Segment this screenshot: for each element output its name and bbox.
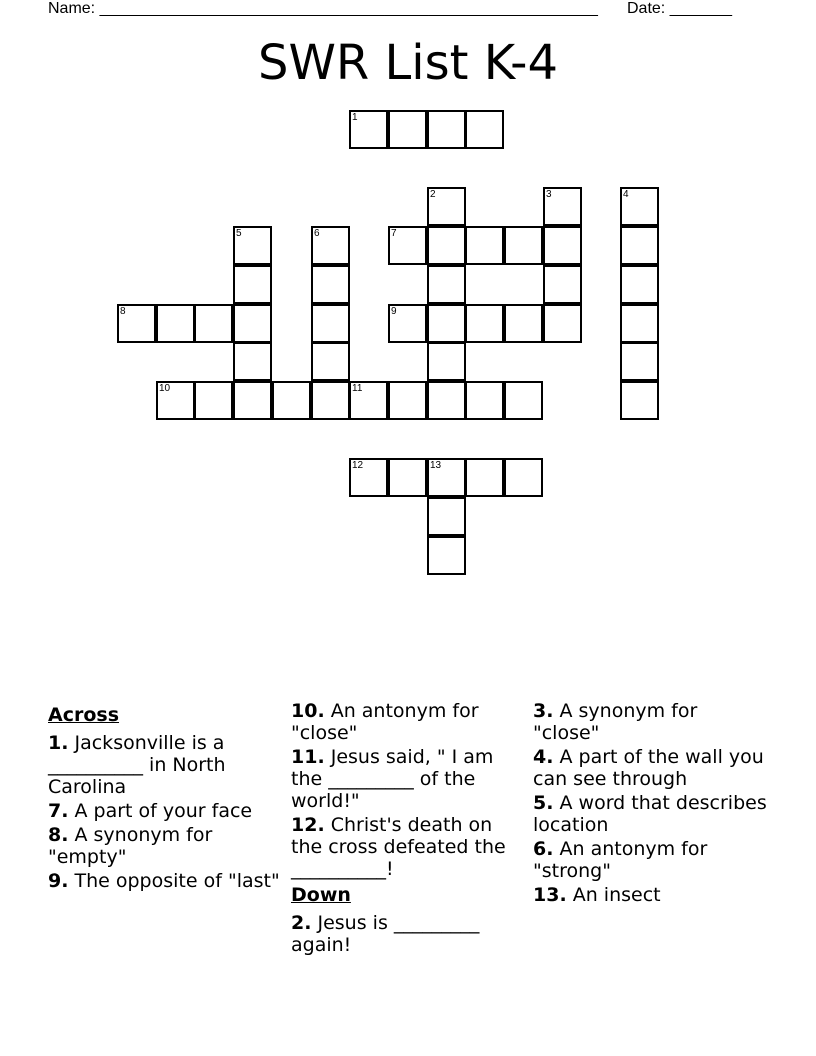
clue-column-3 (533, 700, 769, 908)
crossword-cell[interactable] (465, 110, 504, 149)
clue-number: 10 (159, 383, 171, 394)
clue-number-label: 11. (291, 746, 325, 768)
clue-text: Jesus is _________ again! (291, 912, 480, 956)
clue-number: 6 (314, 228, 320, 239)
crossword-cell[interactable] (620, 226, 659, 265)
clue-number-label: 2. (291, 912, 312, 934)
clue-number-label: 9. (48, 870, 69, 892)
crossword-cell[interactable] (427, 304, 466, 343)
crossword-cell-6[interactable] (311, 226, 350, 265)
crossword-cell-5[interactable] (233, 226, 272, 265)
clue-number: 13 (430, 460, 442, 471)
crossword-cell[interactable] (311, 304, 350, 343)
crossword-cell[interactable] (427, 342, 466, 381)
crossword-cell[interactable] (388, 381, 427, 420)
clue-text: A synonym for "empty" (48, 824, 213, 868)
crossword-cell[interactable] (233, 342, 272, 381)
date-field-label: Date: _______ (627, 0, 732, 17)
clue-text: Jacksonville is a __________ in North Carolina (48, 732, 226, 798)
crossword-cell[interactable] (427, 381, 466, 420)
crossword-cell[interactable] (620, 265, 659, 304)
clue-number: 1 (352, 112, 358, 123)
crossword-cell-13[interactable] (427, 458, 466, 497)
crossword-cell-10[interactable] (156, 381, 195, 420)
clue-number: 3 (546, 189, 552, 200)
clue-item (48, 824, 284, 868)
crossword-cell[interactable] (233, 304, 272, 343)
clue-column-1 (48, 700, 284, 894)
clue-number: 12 (352, 460, 364, 471)
crossword-cell[interactable] (465, 458, 504, 497)
clue-text: An insect (566, 884, 661, 906)
crossword-cell[interactable] (543, 265, 582, 304)
clue-number-label: 4. (533, 746, 554, 768)
clue-text: The opposite of "last" (68, 870, 280, 892)
clue-number: 11 (352, 383, 363, 394)
clue-number-label: 3. (533, 700, 554, 722)
clue-text: A word that describes location (533, 792, 767, 836)
clue-number: 9 (391, 306, 397, 317)
crossword-cell[interactable] (311, 381, 350, 420)
name-field-label: Name: ________________________________________________________ (48, 0, 598, 17)
crossword-cell[interactable] (233, 381, 272, 420)
crossword-cell-9[interactable] (388, 304, 427, 343)
clue-item (533, 884, 769, 906)
clue-text: An antonym for "close" (291, 700, 479, 744)
crossword-cell[interactable] (427, 226, 466, 265)
crossword-cell[interactable] (233, 265, 272, 304)
page-title: SWR List K-4 (258, 35, 558, 91)
crossword-cell-12[interactable] (349, 458, 388, 497)
clue-number: 7 (391, 228, 397, 239)
clue-item (48, 732, 284, 798)
crossword-cell[interactable] (504, 381, 543, 420)
clue-item (533, 700, 769, 744)
crossword-cell[interactable] (388, 110, 427, 149)
clue-item (48, 870, 284, 892)
clue-number-label: 5. (533, 792, 554, 814)
crossword-cell[interactable] (465, 304, 504, 343)
crossword-cell[interactable] (504, 304, 543, 343)
crossword-cell[interactable] (388, 458, 427, 497)
crossword-cell[interactable] (311, 342, 350, 381)
clue-item (48, 800, 284, 822)
across-heading: Across (48, 704, 120, 726)
crossword-cell[interactable] (465, 226, 504, 265)
clue-item (291, 814, 527, 880)
crossword-cell[interactable] (427, 110, 466, 149)
crossword-cell[interactable] (620, 304, 659, 343)
clue-number-label: 8. (48, 824, 69, 846)
down-heading: Down (291, 884, 351, 906)
clue-text: A synonym for "close" (533, 700, 698, 744)
crossword-cell[interactable] (272, 381, 311, 420)
clue-number-label: 13. (533, 884, 567, 906)
crossword-cell[interactable] (194, 381, 233, 420)
crossword-cell[interactable] (311, 265, 350, 304)
crossword-cell-7[interactable] (388, 226, 427, 265)
crossword-cell[interactable] (620, 381, 659, 420)
crossword-cell-8[interactable] (117, 304, 156, 343)
clue-column-2 (291, 700, 527, 958)
crossword-cell-11[interactable] (349, 381, 388, 420)
clue-number: 5 (236, 228, 242, 239)
crossword-cell[interactable] (194, 304, 233, 343)
crossword-cell[interactable] (620, 342, 659, 381)
crossword-cell[interactable] (427, 536, 466, 575)
clue-item (291, 912, 527, 956)
crossword-cell[interactable] (465, 381, 504, 420)
clue-number-label: 7. (48, 800, 69, 822)
crossword-cell[interactable] (543, 304, 582, 343)
crossword-cell-4[interactable] (620, 187, 659, 226)
crossword-cell[interactable] (543, 226, 582, 265)
clue-item (533, 746, 769, 790)
clue-text: A part of your face (68, 800, 253, 822)
crossword-cell-1[interactable] (349, 110, 388, 149)
crossword-cell[interactable] (427, 497, 466, 536)
clue-number-label: 1. (48, 732, 69, 754)
clue-number: 2 (430, 189, 436, 200)
clue-number: 4 (623, 189, 629, 200)
crossword-cell[interactable] (156, 304, 195, 343)
clue-number-label: 10. (291, 700, 325, 722)
crossword-cell[interactable] (504, 226, 543, 265)
clue-item (533, 838, 769, 882)
clue-number-label: 12. (291, 814, 325, 836)
clue-item (533, 792, 769, 836)
clue-item (291, 700, 527, 744)
crossword-cell[interactable] (504, 458, 543, 497)
clue-text: A part of the wall you can see through (533, 746, 764, 790)
crossword-cell[interactable] (427, 265, 466, 304)
clue-text: Christ's death on the cross defeated the __________! (291, 814, 506, 880)
clue-number: 8 (120, 306, 126, 317)
clue-text: Jesus said, " I am the _________ of the world!" (291, 746, 494, 812)
clue-item (291, 746, 527, 812)
crossword-cell-3[interactable] (543, 187, 582, 226)
clue-number-label: 6. (533, 838, 554, 860)
crossword-cell-2[interactable] (427, 187, 466, 226)
clue-text: An antonym for "strong" (533, 838, 708, 882)
